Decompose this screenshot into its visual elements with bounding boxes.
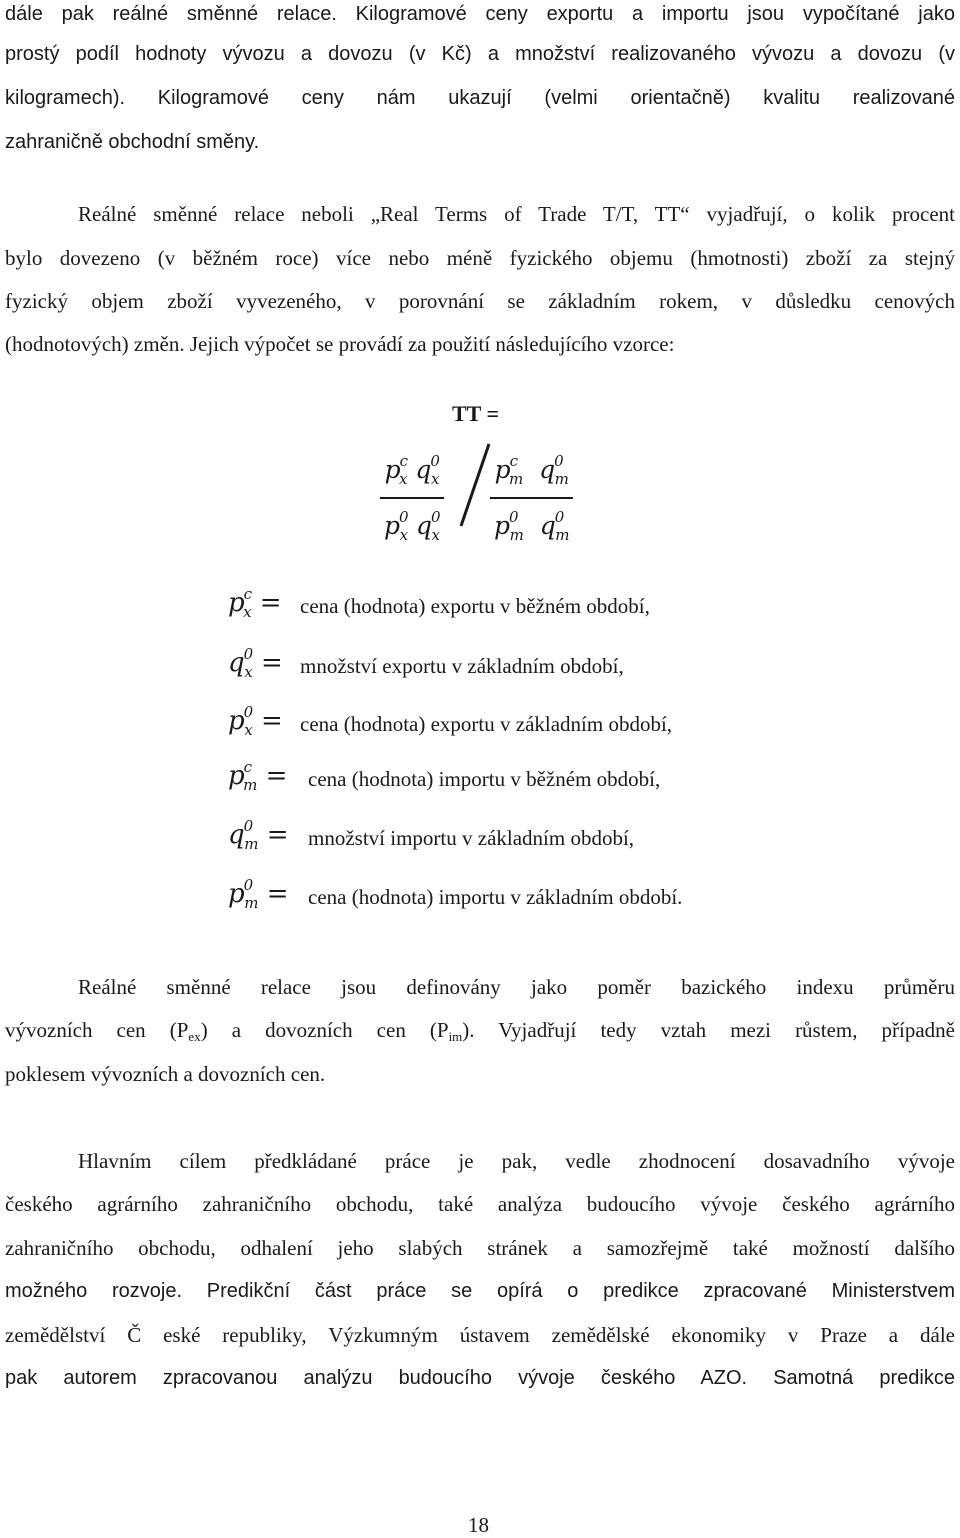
para3-line-1: Reálné směnné relace jsou definovány jako poměr bazického indexu průměru (78, 975, 955, 999)
para1-line-2: prostý podíl hodnoty vývozu a dovozu (v Kč) a množství realizovaného vývozu a dovozu (v (5, 43, 955, 65)
para3-text: vývozních cen (P (5, 1018, 189, 1042)
definition-row (228, 874, 298, 914)
para2-line-1: Reálné směnné relace neboli „Real Terms of Trade T/T, TT“ vyjadřují, o kolik procent (78, 202, 955, 226)
para4-line-1: Hlavním cílem předkládané práce je pak, vedle zhodnocení dosavadního vývoje (78, 1149, 955, 1173)
division-slash (455, 440, 495, 530)
symbol-px-0: $p^0_x$ = (228, 703, 283, 739)
definition-row (228, 701, 298, 741)
definition-text: množství importu v základním období, (308, 826, 635, 850)
symbol-px-c: $p^c_x$ = (228, 585, 282, 621)
para4-line-2: českého agrárního zahraničního obchodu, také analýza budoucího vývoje českého agrárního (5, 1192, 955, 1216)
symbol-qx-0: $q^0_x$ = (228, 645, 283, 681)
para4-line-6: pak autorem zpracovanou analýzu budoucího vývoje českého AZO. Samotná predikce (5, 1367, 955, 1389)
fraction-bar (380, 497, 444, 499)
symbol-qm-0: $q^0_m$ = (228, 817, 289, 853)
formula-right-numerator: $p^c_m$ $q^0_m$ (494, 452, 569, 488)
para3-text: ) a dovozních cen (P (200, 1018, 449, 1042)
definition-text: cena (hodnota) importu v běžném období, (308, 767, 661, 791)
definition-text: množství exportu v základním období, (300, 654, 624, 678)
para3-line-2 (5, 1016, 955, 1044)
formula-title: TT = (452, 401, 499, 426)
definition-text: cena (hodnota) importu v základním období. (308, 885, 683, 909)
para4-line-5: zemědělství Č eské republiky, Výzkumným ústavem zemědělské ekonomiky v Praze a dále (5, 1323, 955, 1347)
symbol-pm-c: $p^c_m$ = (228, 758, 288, 794)
formula-right-fraction (490, 446, 573, 550)
page-number: 18 (468, 1513, 489, 1537)
para3-text: ). Vyjadřují tedy vztah mezi růstem, případně (462, 1018, 955, 1042)
para3-line-3: poklesem vývozních a dovozních cen. (5, 1062, 326, 1086)
definition-text: cena (hodnota) exportu v běžném období, (300, 594, 650, 618)
para2-line-2: bylo dovezeno (v běžném roce) více nebo méně fyzického objemu (hmotnosti) zboží za stejný (5, 246, 955, 270)
formula-right-denominator: $p^0_m$ $q^0_m$ (494, 508, 570, 544)
definition-row (228, 643, 298, 683)
para2-line-4: (hodnotových) změn. Jejich výpočet se provádí za použití následujícího vzorce: (5, 332, 675, 356)
fraction-bar (490, 497, 573, 499)
definition-row (228, 815, 298, 855)
para1-line-4: zahraničně obchodní směny. (5, 131, 260, 153)
para4-line-3: zahraničního obchodu, odhalení jeho slabých stránek a samozřejmě také možností dalšího (5, 1236, 955, 1260)
subscript-im: im (448, 1029, 463, 1044)
para1-line-1: dále pak reálné směnné relace. Kilogramové ceny exportu a importu jsou vypočítané jako (5, 3, 955, 25)
formula-left-numerator: $p^c_x$ $q^0_x$ (384, 452, 440, 488)
formula-left-fraction (380, 446, 444, 550)
formula-left-denominator: $p^0_x$ $q^0_x$ (384, 508, 441, 544)
definition-text: cena (hodnota) exportu v základním období, (300, 712, 673, 736)
definition-row (228, 756, 298, 796)
subscript-ex: ex (188, 1029, 201, 1044)
para2-line-3: fyzický objem zboží vyvezeného, v porovnání se základním rokem, v důsledku cenových (5, 289, 955, 313)
definition-row (228, 583, 298, 623)
para4-line-4: možného rozvoje. Predikční část práce se opírá o predikce zpracované Ministerstvem (5, 1280, 955, 1302)
para1-line-3: kilogramech). Kilogramové ceny nám ukazují (velmi orientačně) kvalitu realizované (5, 87, 955, 109)
symbol-pm-0: $p^0_m$ = (228, 876, 289, 912)
